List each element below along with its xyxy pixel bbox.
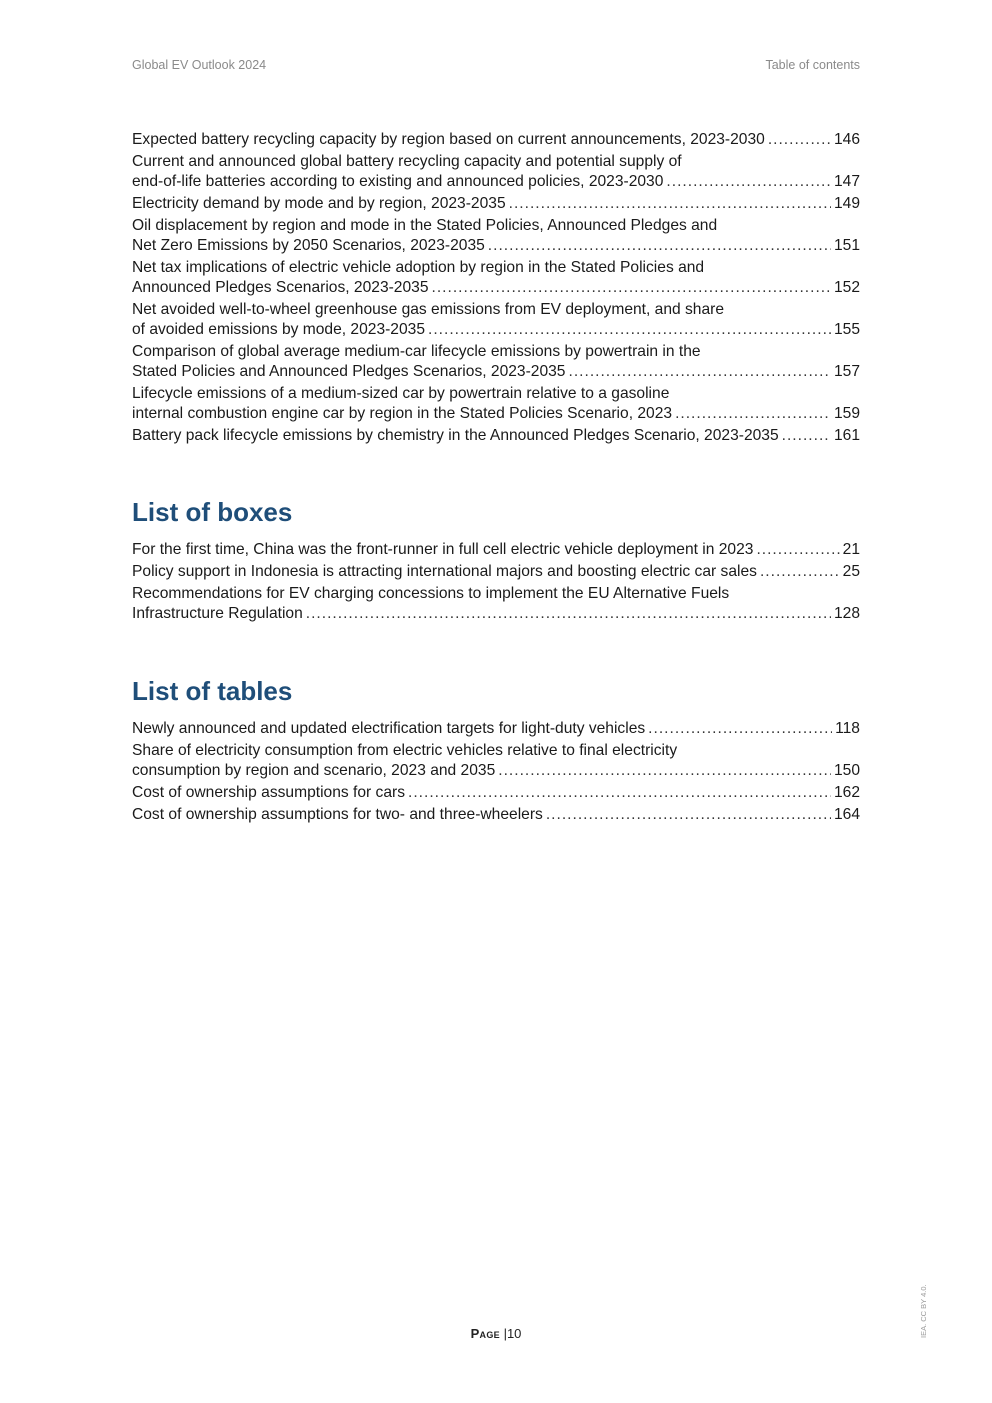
toc-page-number: 161 [833,427,860,444]
toc-entry-text: Battery pack lifecycle emissions by chemistry in the Announced Pledges Scenario, 2023-2035 [132,427,779,444]
toc-entry[interactable] [132,584,860,624]
tables-heading: List of tables [132,676,293,706]
toc-entry[interactable] [132,741,860,781]
toc-page-number: 128 [833,605,860,622]
dot-leader [782,426,831,446]
dot-leader [306,604,831,624]
toc-entry-text: Current and announced global battery recycling capacity and potential supply of [132,153,682,170]
toc-entry-text: Expected battery recycling capacity by region based on current announcements, 2023-2030 [132,131,765,148]
toc-page-number: 147 [833,173,860,190]
toc-entry[interactable] [132,540,860,560]
dot-leader [666,172,831,192]
toc-entry[interactable] [132,194,860,214]
toc-page-number: 159 [833,405,860,422]
list-of-figures-continued [132,130,860,448]
dot-leader [408,783,831,803]
page-number: 10 [506,1326,522,1341]
license-note: IEA. CC BY 4.0. [919,1284,928,1338]
toc-entry-text: of avoided emissions by mode, 2023-2035 [132,321,425,338]
dot-leader [768,130,831,150]
toc-page-number: 152 [833,279,860,296]
dot-leader [509,194,831,214]
toc-page-number: 164 [833,806,860,823]
toc-page-number: 151 [833,237,860,254]
dot-leader [546,805,831,825]
toc-page-number: 146 [833,131,860,148]
boxes-heading: List of boxes [132,497,293,527]
toc-entry-text: For the first time, China was the front-runner in full cell electric vehicle deployment in 2023 [132,541,754,558]
toc-entry-text: Policy support in Indonesia is attracting international majors and boosting electric car sales [132,563,757,580]
toc-entry[interactable] [132,384,860,424]
toc-entry-text: Announced Pledges Scenarios, 2023-2035 [132,279,429,296]
toc-page-number: 157 [833,363,860,380]
toc-entry[interactable] [132,805,860,825]
toc-entry-text: end-of-life batteries according to existing and announced policies, 2023-2030 [132,173,664,190]
toc-entry-text: Infrastructure Regulation [132,605,303,622]
toc-entry-text: Cost of ownership assumptions for cars [132,784,406,801]
toc-entry-text: Stated Policies and Announced Pledges Scenarios, 2023-2035 [132,363,566,380]
toc-entry-text: Cost of ownership assumptions for two- and three-wheelers [132,806,543,823]
toc-entry-text: consumption by region and scenario, 2023 and 2035 [132,762,496,779]
toc-entry[interactable] [132,783,860,803]
list-of-boxes [132,540,860,626]
dot-leader [488,236,831,256]
report-title: Global EV Outlook 2024 [132,58,267,72]
toc-entry-text: Newly announced and updated electrification targets for light-duty vehicles [132,720,646,737]
dot-leader [675,404,831,424]
toc-entry-text: Lifecycle emissions of a medium-sized car by powertrain relative to a gasoline [132,385,670,402]
dot-leader [498,761,831,781]
toc-entry-text: Net Zero Emissions by 2050 Scenarios, 2023-2035 [132,237,485,254]
dot-leader [756,540,839,560]
toc-page-number: 25 [842,563,860,580]
list-of-tables [132,719,860,827]
toc-page-number: 150 [833,762,860,779]
toc-entry[interactable] [132,300,860,340]
page-label: Page [470,1326,500,1341]
dot-leader [760,562,840,582]
toc-entry-text: Share of electricity consumption from electric vehicles relative to final electricity [132,742,678,759]
section-title: Table of contents [765,58,860,72]
toc-entry-text: Oil displacement by region and mode in the Stated Policies, Announced Pledges and [132,217,718,234]
dot-leader [648,719,832,739]
toc-entry[interactable] [132,562,860,582]
toc-entry[interactable] [132,216,860,256]
toc-entry[interactable] [132,342,860,382]
running-header [132,58,860,76]
toc-entry[interactable] [132,719,860,739]
toc-page-number: 118 [835,720,860,737]
toc-entry-text: Comparison of global average medium-car lifecycle emissions by powertrain in the [132,343,701,360]
toc-entry-text: Electricity demand by mode and by region, 2023-2035 [132,195,506,212]
toc-entry[interactable] [132,130,860,150]
toc-entry-text: Net tax implications of electric vehicle adoption by region in the Stated Policies and [132,259,705,276]
toc-page-number: 155 [833,321,860,338]
toc-page-number: 21 [842,541,860,558]
toc-entry[interactable] [132,258,860,298]
toc-entry[interactable] [132,152,860,192]
toc-entry[interactable] [132,426,860,446]
page-separator: | [503,1326,507,1341]
dot-leader [432,278,831,298]
toc-page-number: 162 [833,784,860,801]
dot-leader [428,320,831,340]
toc-entry-text: Recommendations for EV charging concessions to implement the EU Alternative Fuels [132,585,730,602]
dot-leader [568,362,830,382]
toc-entry-text: internal combustion engine car by region in the Stated Policies Scenario, 2023 [132,405,673,422]
page-footer [0,1326,992,1341]
toc-page-number: 149 [833,195,860,212]
toc-entry-text: Net avoided well-to-wheel greenhouse gas emissions from EV deployment, and share [132,301,725,318]
